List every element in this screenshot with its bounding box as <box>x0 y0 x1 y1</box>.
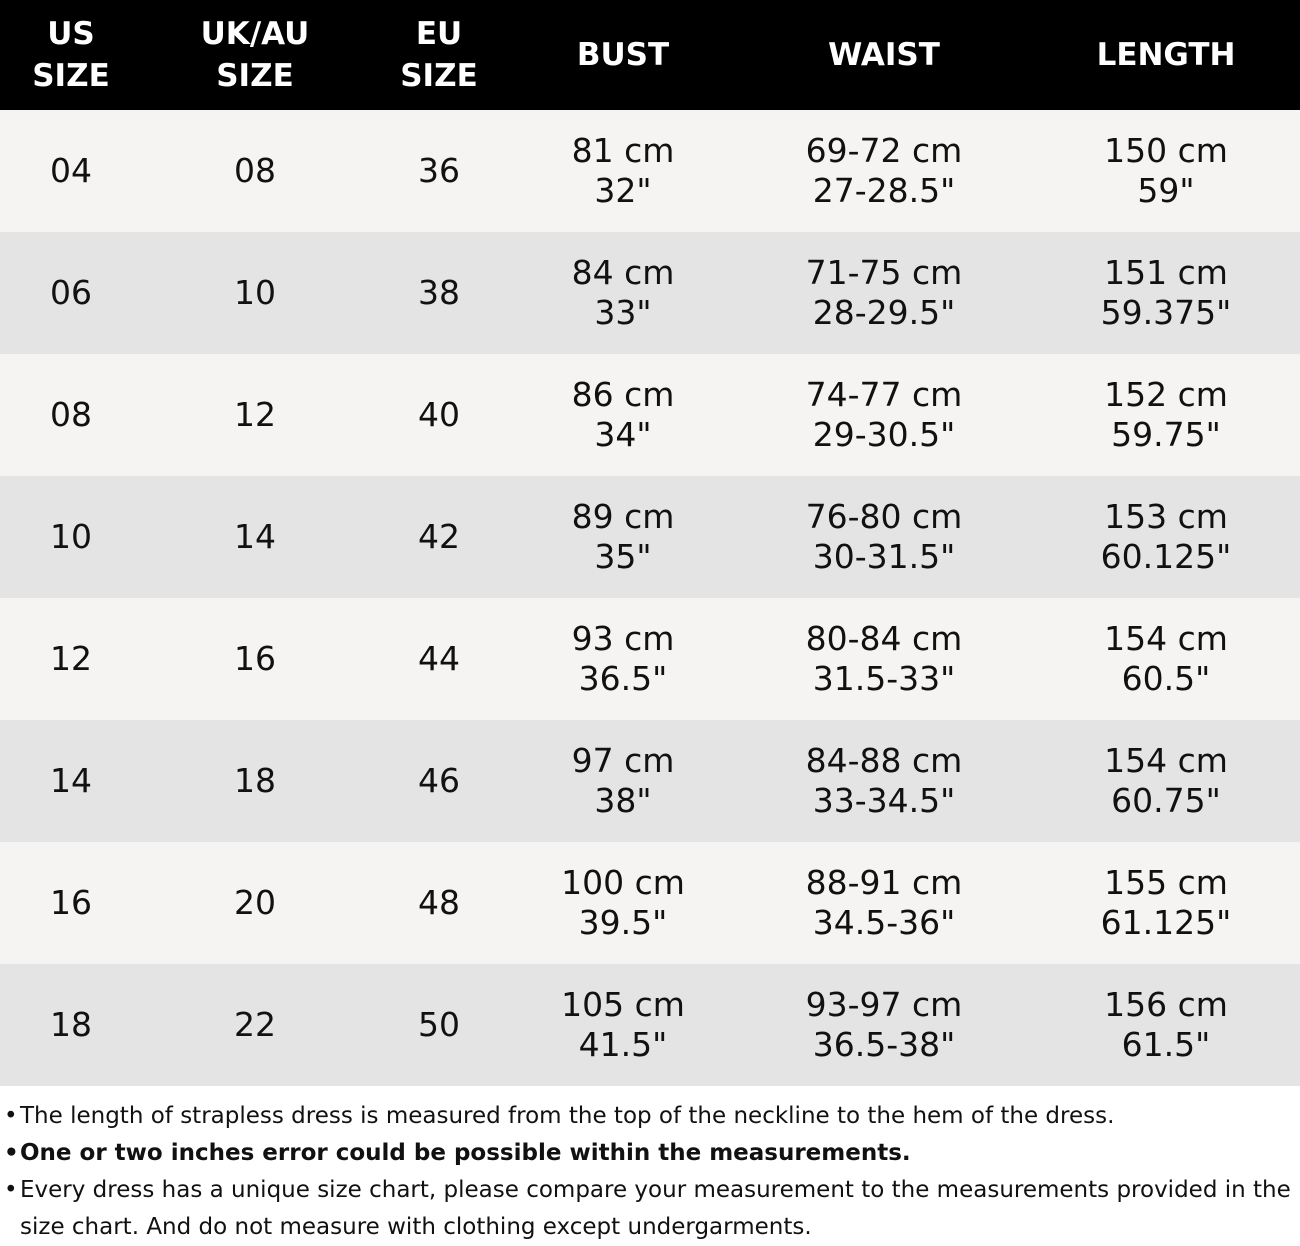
cell-eu-size <box>368 720 510 842</box>
cell-uk-au-size-value: 18 <box>234 761 276 800</box>
header-waist: WAIST <box>828 37 940 73</box>
cell-length <box>1032 720 1300 842</box>
cell-length-value: 156 cm <box>1104 985 1228 1024</box>
cell-length-value: 151 cm <box>1104 253 1228 292</box>
note-text: The length of strapless dress is measured from the top of the neckline to the hem of the dress. <box>20 1103 1115 1129</box>
table-row <box>0 110 1300 232</box>
cell-length-value: 61.5" <box>1121 1025 1211 1064</box>
cell-length <box>1032 354 1300 476</box>
cell-eu-size <box>368 110 510 232</box>
cell-waist-value: 84-88 cm <box>805 741 963 780</box>
cell-uk-au-size <box>142 476 368 598</box>
note-item <box>0 1135 1300 1172</box>
cell-bust-value: 93 cm <box>571 619 675 658</box>
table-header <box>0 0 1300 110</box>
cell-us-size <box>0 232 142 354</box>
cell-waist-value: 27-28.5" <box>812 171 956 210</box>
cell-bust-value: 34" <box>594 415 652 454</box>
table-row <box>0 842 1300 964</box>
cell-uk-au-size <box>142 110 368 232</box>
cell-length <box>1032 598 1300 720</box>
cell-eu-size-value: 36 <box>418 151 460 190</box>
cell-length-value: 59" <box>1137 171 1195 210</box>
table-body <box>0 110 1300 1086</box>
cell-uk-au-size-value: 10 <box>234 273 276 312</box>
cell-us-size-value: 18 <box>50 1005 92 1044</box>
header-eu-size: EU SIZE <box>400 16 478 94</box>
header-length: LENGTH <box>1096 37 1236 73</box>
cell-uk-au-size <box>142 598 368 720</box>
cell-bust-value: 38" <box>594 781 652 820</box>
cell-uk-au-size <box>142 842 368 964</box>
cell-waist-value: 30-31.5" <box>812 537 956 576</box>
cell-us-size-value: 08 <box>50 395 92 434</box>
cell-waist-value: 71-75 cm <box>805 253 963 292</box>
cell-length <box>1032 110 1300 232</box>
note-text: One or two inches error could be possible within the measurements. <box>20 1140 911 1166</box>
cell-bust <box>510 598 736 720</box>
cell-uk-au-size-value: 22 <box>234 1005 276 1044</box>
cell-us-size-value: 14 <box>50 761 92 800</box>
cell-length-value: 61.125" <box>1100 903 1232 942</box>
cell-waist <box>736 842 1032 964</box>
cell-uk-au-size <box>142 964 368 1086</box>
cell-waist <box>736 720 1032 842</box>
cell-eu-size-value: 44 <box>418 639 460 678</box>
note-text: Every dress has a unique size chart, please compare your measurement to the measurements provided in the size chart. And do not measure with clothing except undergarments. <box>20 1177 1291 1240</box>
header-uk-au-size: UK/AU SIZE <box>200 16 310 94</box>
cell-waist-value: 74-77 cm <box>805 375 963 414</box>
cell-eu-size-value: 46 <box>418 761 460 800</box>
cell-uk-au-size-value: 16 <box>234 639 276 678</box>
cell-waist <box>736 110 1032 232</box>
cell-length-value: 155 cm <box>1104 863 1228 902</box>
header-us-size: US SIZE <box>32 16 110 94</box>
cell-length-value: 154 cm <box>1104 619 1228 658</box>
table-row <box>0 720 1300 842</box>
cell-length-value: 152 cm <box>1104 375 1228 414</box>
cell-us-size <box>0 720 142 842</box>
cell-waist-value: 88-91 cm <box>805 863 963 902</box>
cell-waist-value: 93-97 cm <box>805 985 963 1024</box>
cell-eu-size <box>368 476 510 598</box>
cell-waist-value: 80-84 cm <box>805 619 963 658</box>
table-row <box>0 476 1300 598</box>
bullet-icon: • <box>4 1140 19 1166</box>
cell-length <box>1032 964 1300 1086</box>
cell-bust-value: 81 cm <box>571 131 675 170</box>
cell-bust <box>510 720 736 842</box>
cell-length-value: 154 cm <box>1104 741 1228 780</box>
cell-bust-value: 86 cm <box>571 375 675 414</box>
cell-length <box>1032 476 1300 598</box>
cell-bust-value: 100 cm <box>561 863 685 902</box>
cell-waist-value: 28-29.5" <box>812 293 956 332</box>
cell-length-value: 60.75" <box>1111 781 1221 820</box>
cell-bust-value: 39.5" <box>578 903 668 942</box>
cell-bust-value: 84 cm <box>571 253 675 292</box>
cell-length-value: 153 cm <box>1104 497 1228 536</box>
cell-waist <box>736 598 1032 720</box>
cell-length-value: 150 cm <box>1104 131 1228 170</box>
cell-us-size <box>0 964 142 1086</box>
cell-waist <box>736 232 1032 354</box>
cell-bust <box>510 964 736 1086</box>
cell-eu-size-value: 48 <box>418 883 460 922</box>
cell-uk-au-size-value: 14 <box>234 517 276 556</box>
cell-bust-value: 97 cm <box>571 741 675 780</box>
cell-bust-value: 105 cm <box>561 985 685 1024</box>
cell-waist-value: 34.5-36" <box>812 903 956 942</box>
cell-uk-au-size-value: 12 <box>234 395 276 434</box>
cell-uk-au-size-value: 20 <box>234 883 276 922</box>
cell-eu-size-value: 42 <box>418 517 460 556</box>
cell-length-value: 59.75" <box>1111 415 1221 454</box>
cell-bust <box>510 232 736 354</box>
table-row <box>0 354 1300 476</box>
cell-us-size <box>0 354 142 476</box>
cell-us-size-value: 16 <box>50 883 92 922</box>
cell-eu-size-value: 50 <box>418 1005 460 1044</box>
cell-uk-au-size <box>142 720 368 842</box>
cell-us-size <box>0 842 142 964</box>
cell-eu-size-value: 38 <box>418 273 460 312</box>
cell-eu-size <box>368 354 510 476</box>
cell-length-value: 59.375" <box>1100 293 1232 332</box>
cell-waist-value: 33-34.5" <box>812 781 956 820</box>
note-item <box>0 1098 1300 1135</box>
cell-eu-size <box>368 598 510 720</box>
cell-bust <box>510 110 736 232</box>
cell-bust-value: 35" <box>594 537 652 576</box>
cell-eu-size <box>368 964 510 1086</box>
cell-bust-value: 32" <box>594 171 652 210</box>
table-row <box>0 964 1300 1086</box>
cell-us-size-value: 12 <box>50 639 92 678</box>
cell-length-value: 60.5" <box>1121 659 1211 698</box>
cell-length <box>1032 842 1300 964</box>
cell-bust <box>510 842 736 964</box>
cell-bust <box>510 476 736 598</box>
bullet-icon: • <box>4 1177 18 1203</box>
cell-us-size-value: 04 <box>50 151 92 190</box>
cell-length-value: 60.125" <box>1100 537 1232 576</box>
cell-us-size-value: 06 <box>50 273 92 312</box>
cell-uk-au-size <box>142 354 368 476</box>
cell-waist-value: 69-72 cm <box>805 131 963 170</box>
cell-us-size <box>0 598 142 720</box>
cell-bust-value: 41.5" <box>578 1025 668 1064</box>
cell-eu-size-value: 40 <box>418 395 460 434</box>
cell-waist-value: 36.5-38" <box>812 1025 956 1064</box>
cell-eu-size <box>368 232 510 354</box>
cell-bust <box>510 354 736 476</box>
cell-waist-value: 31.5-33" <box>812 659 956 698</box>
note-item <box>0 1172 1300 1246</box>
bullet-icon: • <box>4 1103 18 1129</box>
table-row <box>0 232 1300 354</box>
notes-section <box>0 1098 1300 1246</box>
cell-us-size <box>0 110 142 232</box>
cell-waist-value: 29-30.5" <box>812 415 956 454</box>
cell-bust-value: 36.5" <box>578 659 668 698</box>
cell-waist <box>736 964 1032 1086</box>
cell-bust-value: 33" <box>594 293 652 332</box>
table-row <box>0 598 1300 720</box>
header-bust: BUST <box>576 37 670 73</box>
cell-bust-value: 89 cm <box>571 497 675 536</box>
cell-waist <box>736 354 1032 476</box>
cell-uk-au-size <box>142 232 368 354</box>
cell-uk-au-size-value: 08 <box>234 151 276 190</box>
cell-us-size-value: 10 <box>50 517 92 556</box>
cell-us-size <box>0 476 142 598</box>
cell-waist <box>736 476 1032 598</box>
cell-eu-size <box>368 842 510 964</box>
cell-waist-value: 76-80 cm <box>805 497 963 536</box>
cell-length <box>1032 232 1300 354</box>
